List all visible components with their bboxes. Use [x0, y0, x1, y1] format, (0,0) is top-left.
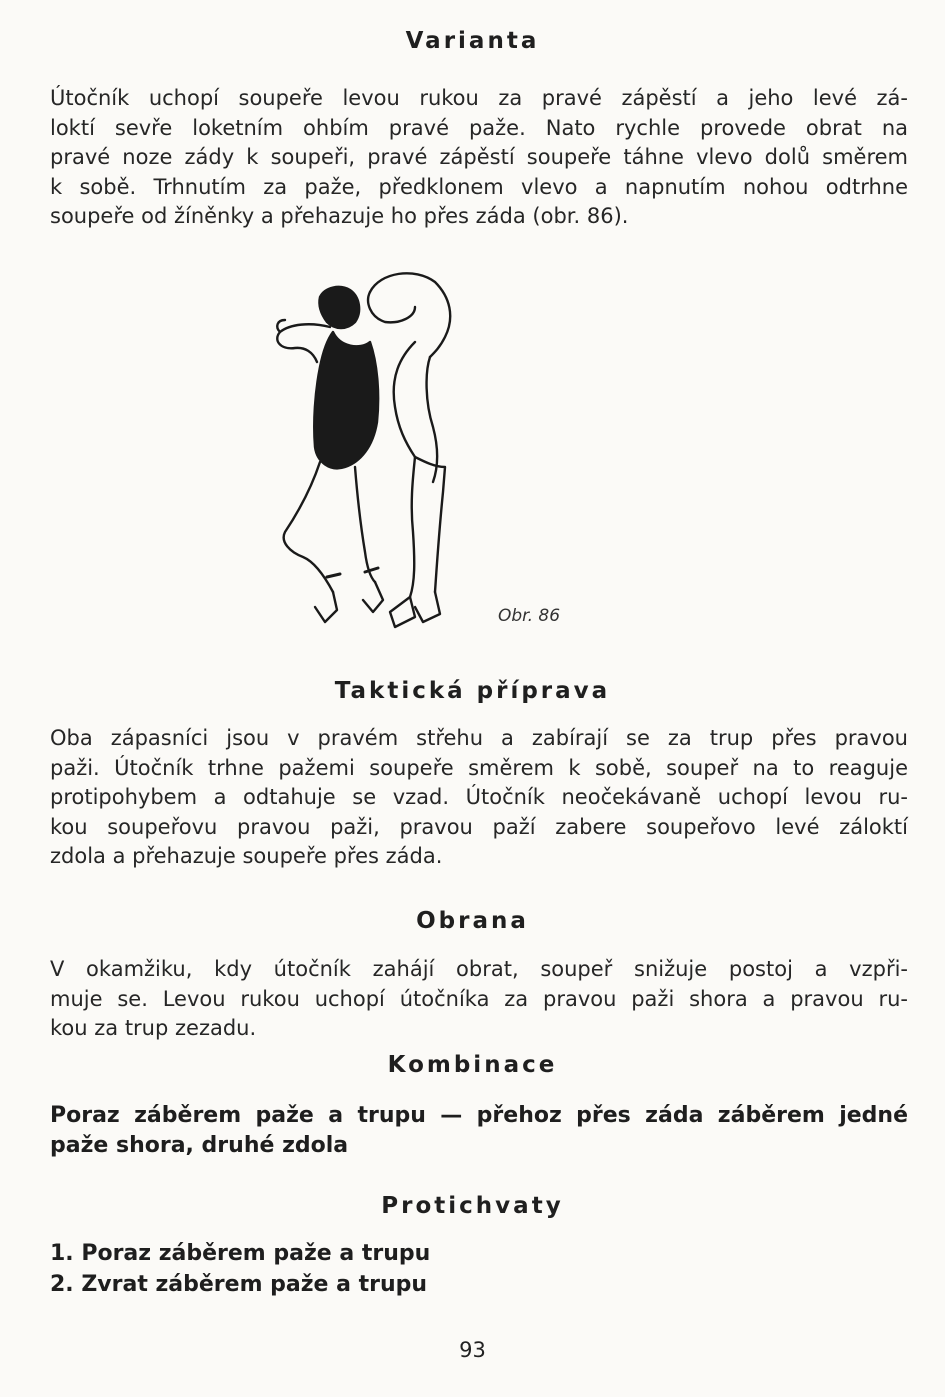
- text-line: k sobě. Trhnutím za paže, předklonem vlevo a napnutím nohou odtrhne: [50, 174, 908, 199]
- paragraph-obrana: [50, 955, 908, 1044]
- text-line: kou za trup zezadu.: [50, 1016, 257, 1040]
- text-line: soupeře od žíněnky a přehazuje ho přes záda (obr. 86).: [50, 204, 629, 228]
- text-line: paže shora, druhé zdola: [50, 1133, 349, 1158]
- paragraph-takticka-priprava: [50, 724, 908, 872]
- text-line: Útočník uchopí soupeře levou rukou za pravé zápěstí a jeho levé zá-: [50, 86, 908, 110]
- text-line: paži. Útočník trhne pažemi soupeře směrem k sobě, soupeř na to reaguje: [50, 755, 908, 780]
- kombinace-text: [50, 1101, 908, 1161]
- text-line: loktí sevře loketním ohbím pravé paže. Nato rychle provede obrat na: [50, 115, 908, 140]
- text-line: protipohybem a odtahuje se vzad. Útočník neočekávaně uchopí levou ru-: [50, 785, 908, 809]
- text-line: V okamžiku, kdy útočník zahájí obrat, soupeř snižuje postoj a vzpři-: [50, 957, 908, 981]
- heading-obrana: Obrana: [416, 908, 529, 934]
- text-line: pravé noze zády k soupeři, pravé zápěstí soupeře táhne vlevo dolů směrem: [50, 145, 908, 169]
- text-line: Poraz záběrem paže a trupu — přehoz přes záda záběrem jedné: [50, 1103, 908, 1128]
- heading-protichvaty: Protichvaty: [381, 1193, 564, 1219]
- paragraph-varianta: [50, 84, 908, 232]
- text-line: zdola a přehazuje soupeře přes záda.: [50, 844, 443, 868]
- wrestlers-illustration: [265, 262, 475, 642]
- heading-takticka-priprava: Taktická příprava: [334, 678, 611, 704]
- list-item: 1. Poraz záběrem paže a trupu: [50, 1241, 431, 1266]
- list-item: 2. Zvrat záběrem paže a trupu: [50, 1272, 428, 1297]
- page-number: 93: [459, 1338, 486, 1362]
- heading-kombinace: Kombinace: [387, 1052, 558, 1078]
- text-line: kou soupeřovu pravou paži, pravou paží zabere soupeřovo levé záloktí: [50, 814, 908, 839]
- protichvaty-list: [50, 1238, 430, 1300]
- text-line: muje se. Levou rukou uchopí útočníka za pravou paži shora a pravou ru-: [50, 986, 908, 1011]
- heading-varianta: Varianta: [405, 28, 540, 54]
- figure-caption: Obr. 86: [498, 606, 561, 626]
- text-line: Oba zápasníci jsou v pravém střehu a zabírají se za trup přes pravou: [50, 726, 908, 750]
